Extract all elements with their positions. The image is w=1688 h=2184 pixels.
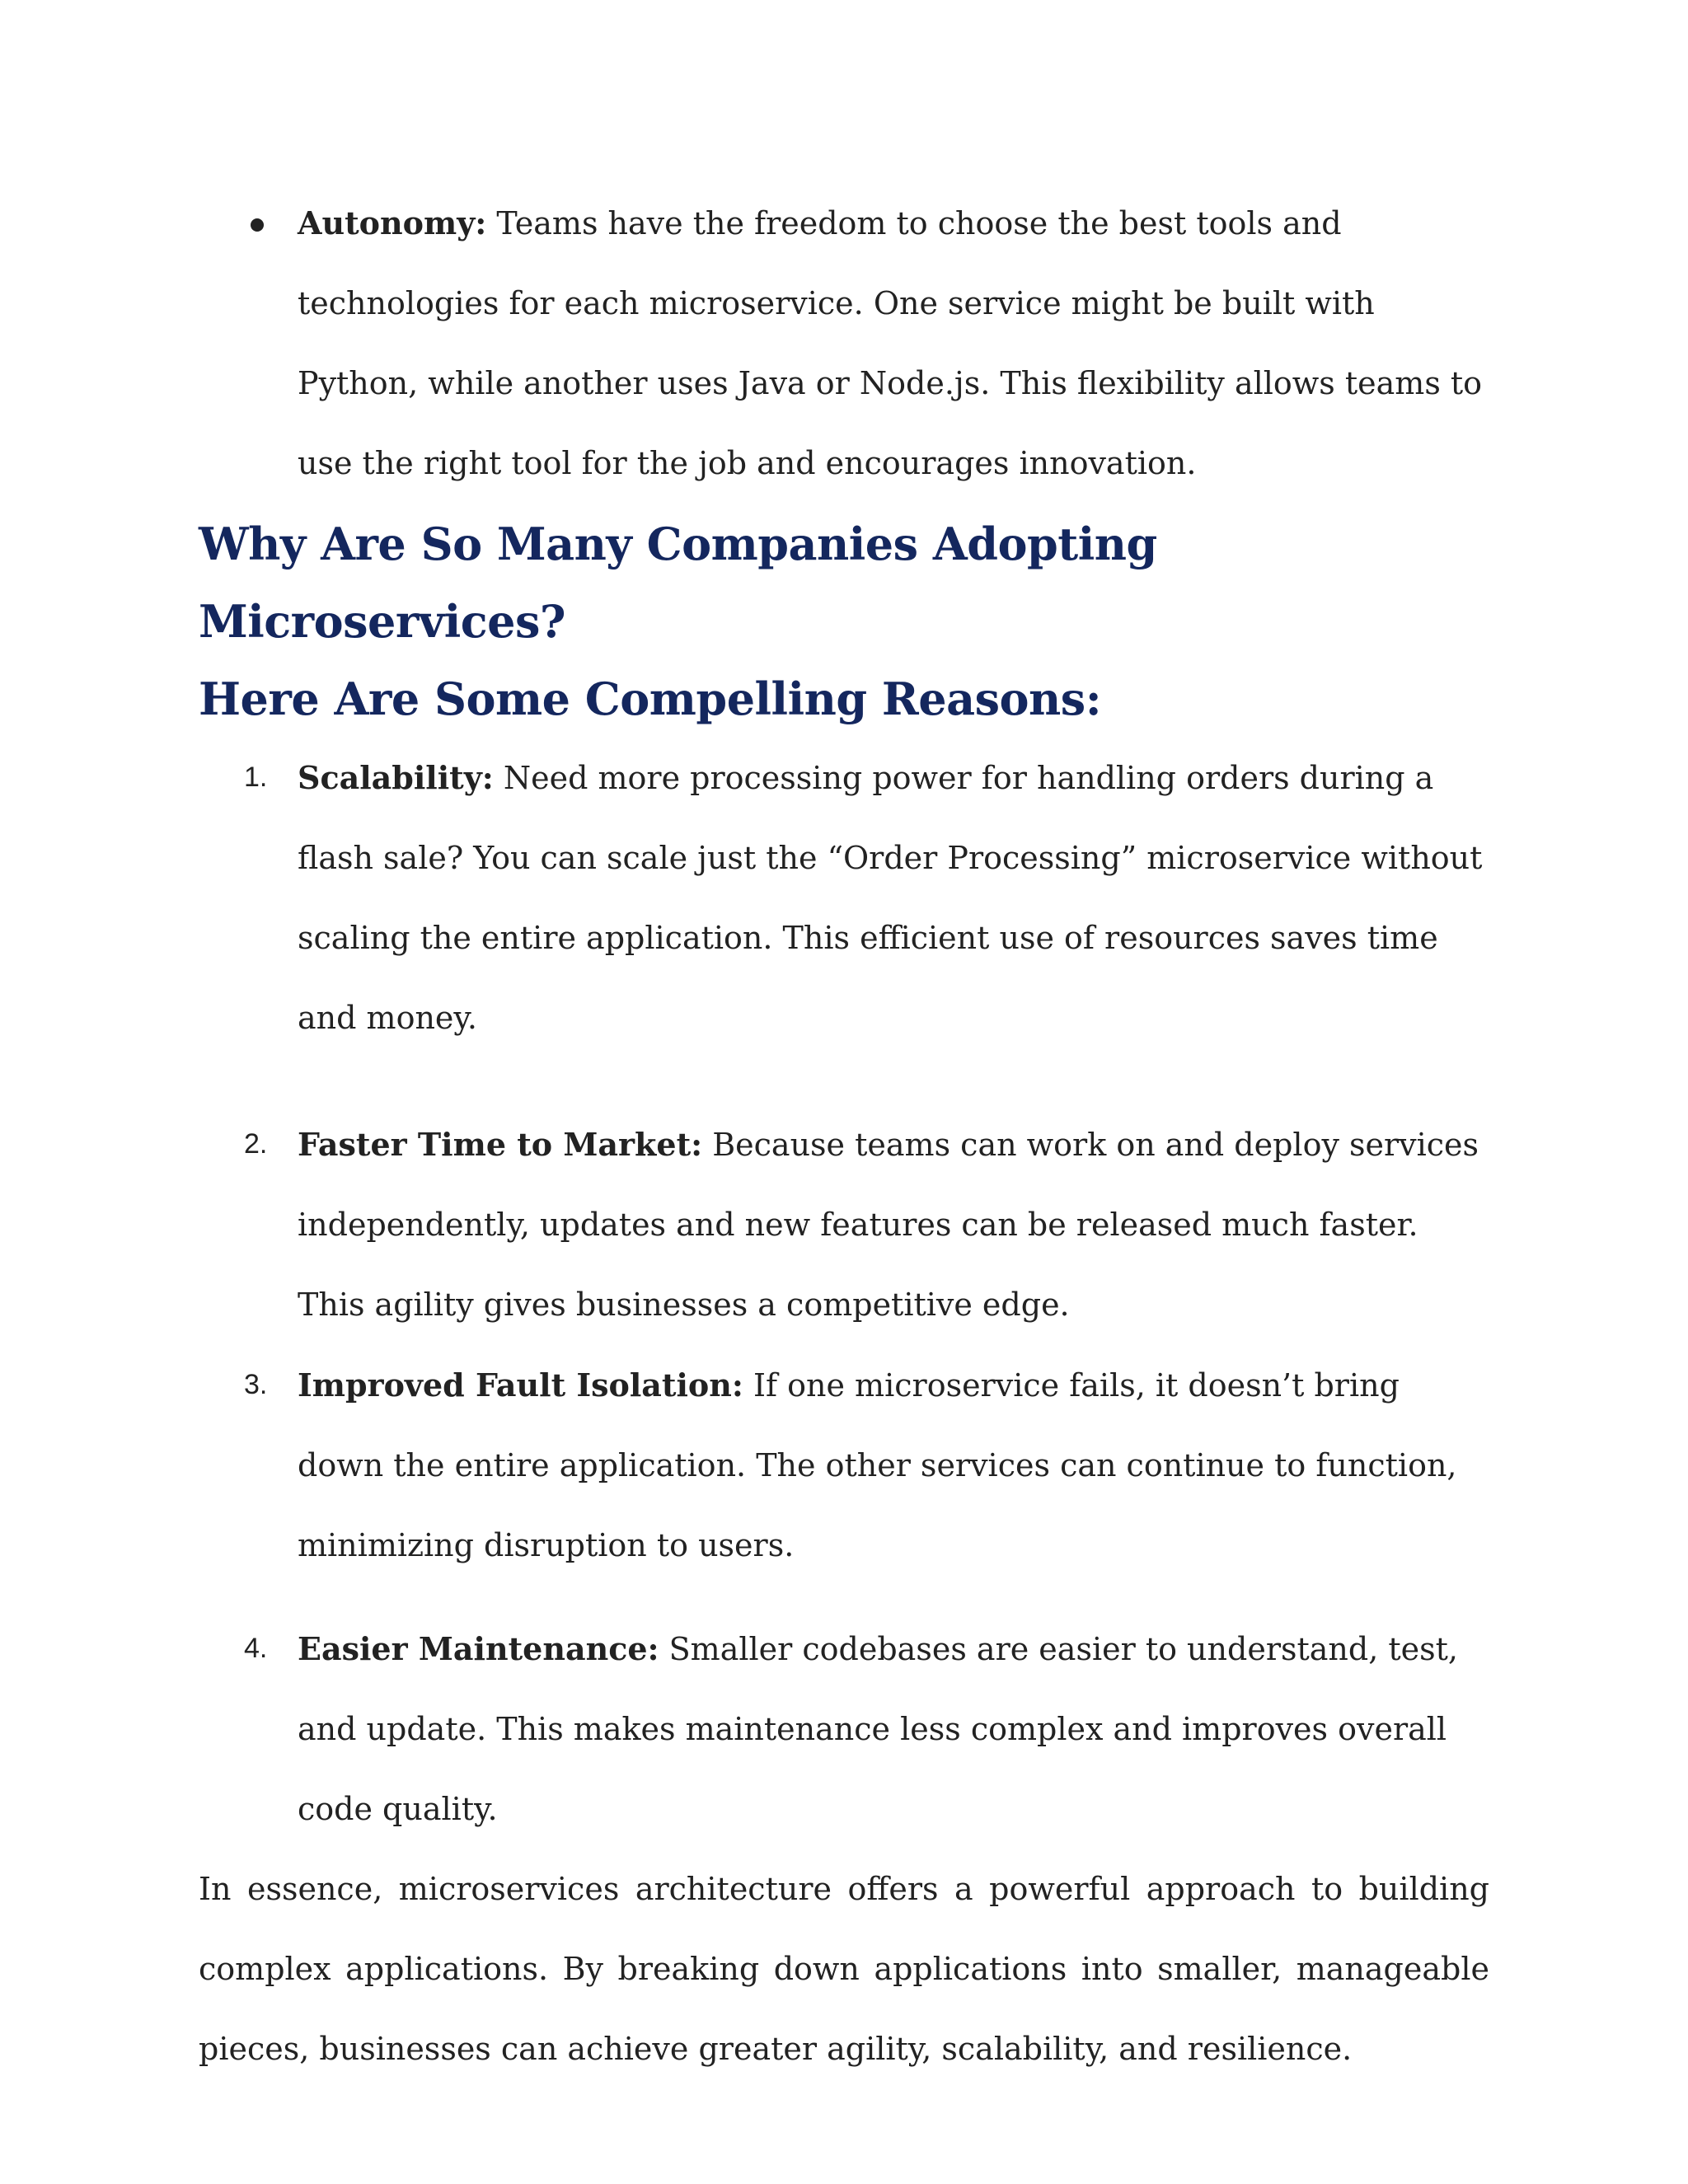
list-number: 3.	[244, 1369, 268, 1400]
bullet-text: Teams have the freedom to choose the best tools and technologies for each microservice. One service might be built with Python, while another uses Java or Node.js. This flexibility allows teams to use the right tool for the job and encourages innovation.	[298, 205, 1483, 481]
reason-item-easier-maintenance	[199, 1609, 1489, 1849]
heading-line-2: Here Are Some Compelling Reasons:	[199, 673, 1102, 725]
reason-term: Easier Maintenance:	[298, 1630, 659, 1667]
reason-item-scalability	[199, 738, 1489, 1058]
bullet-item-autonomy	[199, 183, 1489, 504]
bullet-icon	[251, 218, 264, 232]
reason-text: Because teams can work on and deploy services independently, updates and new features can be released much faster. This agility gives businesses a competitive edge.	[298, 1127, 1479, 1323]
reason-term: Improved Fault Isolation:	[298, 1366, 743, 1404]
document-page	[199, 183, 1489, 2089]
bullet-term: Autonomy:	[298, 204, 487, 241]
list-number: 2.	[244, 1128, 268, 1160]
section-heading	[199, 505, 1489, 738]
reason-term: Scalability:	[298, 759, 494, 796]
heading-line-1: Why Are So Many Companies Adopting Microservices?	[199, 518, 1157, 648]
reason-item-fault-isolation	[199, 1345, 1489, 1586]
reason-text: Smaller codebases are easier to understand, test, and update. This makes maintenance less complex and improves overall code quality.	[298, 1631, 1458, 1827]
reason-text: If one microservice fails, it doesn’t bring down the entire application. The other services can continue to function, minimizing disruption to users.	[298, 1367, 1457, 1563]
list-number: 4.	[244, 1633, 268, 1664]
list-number: 1.	[244, 762, 268, 793]
conclusion-paragraph: In essence, microservices architecture offers a powerful approach to building complex applications. By breaking down applications into smaller, manageable pieces, businesses can achieve greater agility, scalability, and resilience.	[199, 1871, 1489, 2067]
reason-item-faster-time-to-market	[199, 1104, 1489, 1345]
reason-term: Faster Time to Market:	[298, 1126, 703, 1163]
reason-text: Need more processing power for handling orders during a flash sale? You can scale just the “Order Processing” microservice without scaling the entire application. This efficient use of resources saves time and money.	[298, 760, 1483, 1036]
